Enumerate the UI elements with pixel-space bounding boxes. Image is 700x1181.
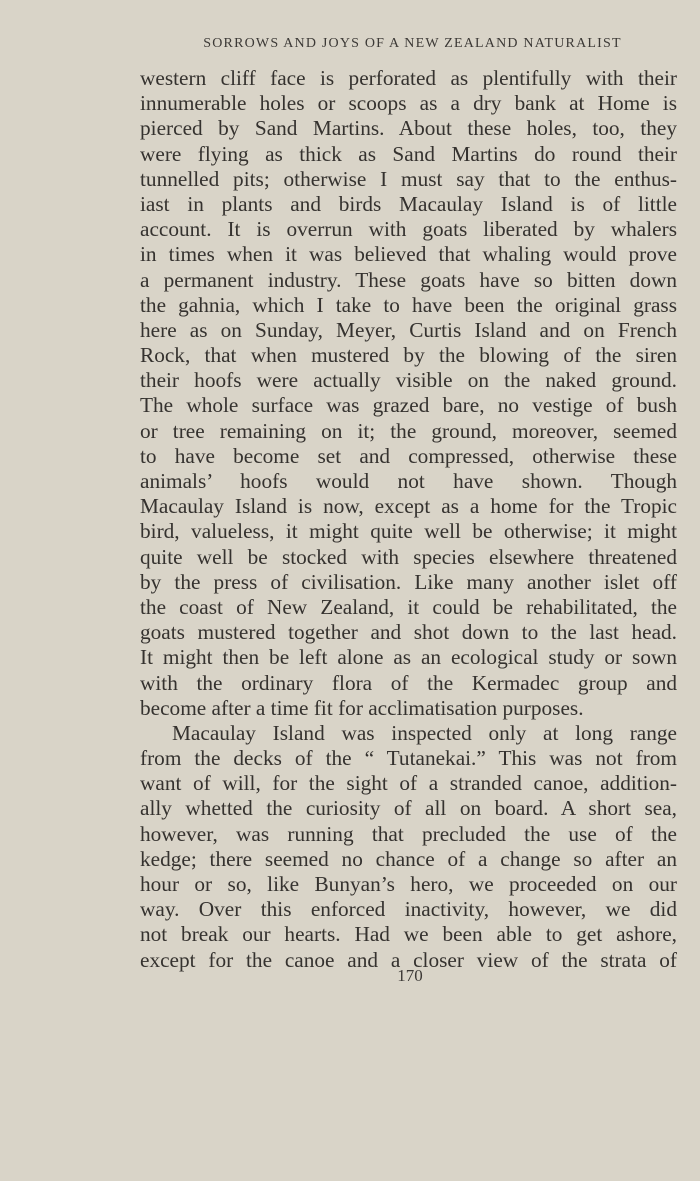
text-line: the gahnia, which I take to have been the original grass xyxy=(140,292,677,317)
text-line: by the press of civilisation. Like many another islet off xyxy=(140,569,677,594)
text-line: Macaulay Island was inspected only at long range xyxy=(172,720,677,745)
text-line: ally whetted the curiosity of all on board. A short sea, xyxy=(140,796,677,821)
text-line: or tree remaining on it; the ground, moreover, seemed xyxy=(140,418,677,443)
text-line: It might then be left alone as an ecological study or sown xyxy=(140,645,677,670)
text-line: goats mustered together and shot down to the last head. xyxy=(140,620,677,645)
text-line: Rock, that when mustered by the blowing of the siren xyxy=(140,343,677,368)
text-line: iast in plants and birds Macaulay Island is of little xyxy=(140,191,677,216)
text-line: except for the canoe and a closer view of the strata of xyxy=(140,947,677,972)
running-title: SORROWS AND JOYS OF A NEW ZEALAND NATURALIST xyxy=(203,36,622,51)
text-line: however, was running that precluded the use of the xyxy=(140,821,677,846)
text-line: the coast of New Zealand, it could be rehabilitated, the xyxy=(140,594,677,619)
text-line: in times when it was believed that whaling would prove xyxy=(140,242,677,267)
text-line: their hoofs were actually visible on the naked ground. xyxy=(140,368,677,393)
text-line: were flying as thick as Sand Martins do round their xyxy=(140,141,677,166)
text-line: become after a time fit for acclimatisation purposes. xyxy=(140,695,584,720)
text-line: tunnelled pits; otherwise I must say that to the enthus- xyxy=(140,166,677,191)
text-line: Macaulay Island is now, except as a home for the Tropic xyxy=(140,494,677,519)
text-line: way. Over this enforced inactivity, however, we did xyxy=(140,897,677,922)
paragraph-2 xyxy=(140,721,677,973)
text-line: account. It is overrun with goats liberated by whalers xyxy=(140,217,677,242)
text-line: from the decks of the “ Tutanekai.” This was not from xyxy=(140,746,677,771)
text-line: want of will, for the sight of a stranded canoe, addition- xyxy=(140,771,677,796)
text-line: bird, valueless, it might quite well be otherwise; it might xyxy=(140,519,677,544)
text-line: kedge; there seemed no chance of a change so after an xyxy=(140,846,677,871)
text-line: The whole surface was grazed bare, no vestige of bush xyxy=(140,393,677,418)
paragraph-1 xyxy=(140,66,677,721)
text-line: animals’ hoofs would not have shown. Though xyxy=(140,469,677,493)
text-line: quite well be stocked with species elsewhere threatened xyxy=(140,544,677,569)
text-line: innumerable holes or scoops as a dry bank at Home is xyxy=(140,91,677,116)
text-line: with the ordinary flora of the Kermadec group and xyxy=(140,670,677,695)
text-line: western cliff face is perforated as plentifully with their xyxy=(140,66,677,90)
text-line: a permanent industry. These goats have so bitten down xyxy=(140,267,677,292)
text-line: hour or so, like Bunyan’s hero, we proceeded on our xyxy=(140,872,677,896)
text-line: to have become set and compressed, otherwise these xyxy=(140,443,677,468)
page-number: 170 xyxy=(397,966,423,985)
text-line: not break our hearts. Had we been able to get ashore, xyxy=(140,922,677,947)
body-text xyxy=(140,66,677,973)
text-line: pierced by Sand Martins. About these holes, too, they xyxy=(140,116,677,141)
text-line: here as on Sunday, Meyer, Curtis Island and on French xyxy=(140,317,677,342)
